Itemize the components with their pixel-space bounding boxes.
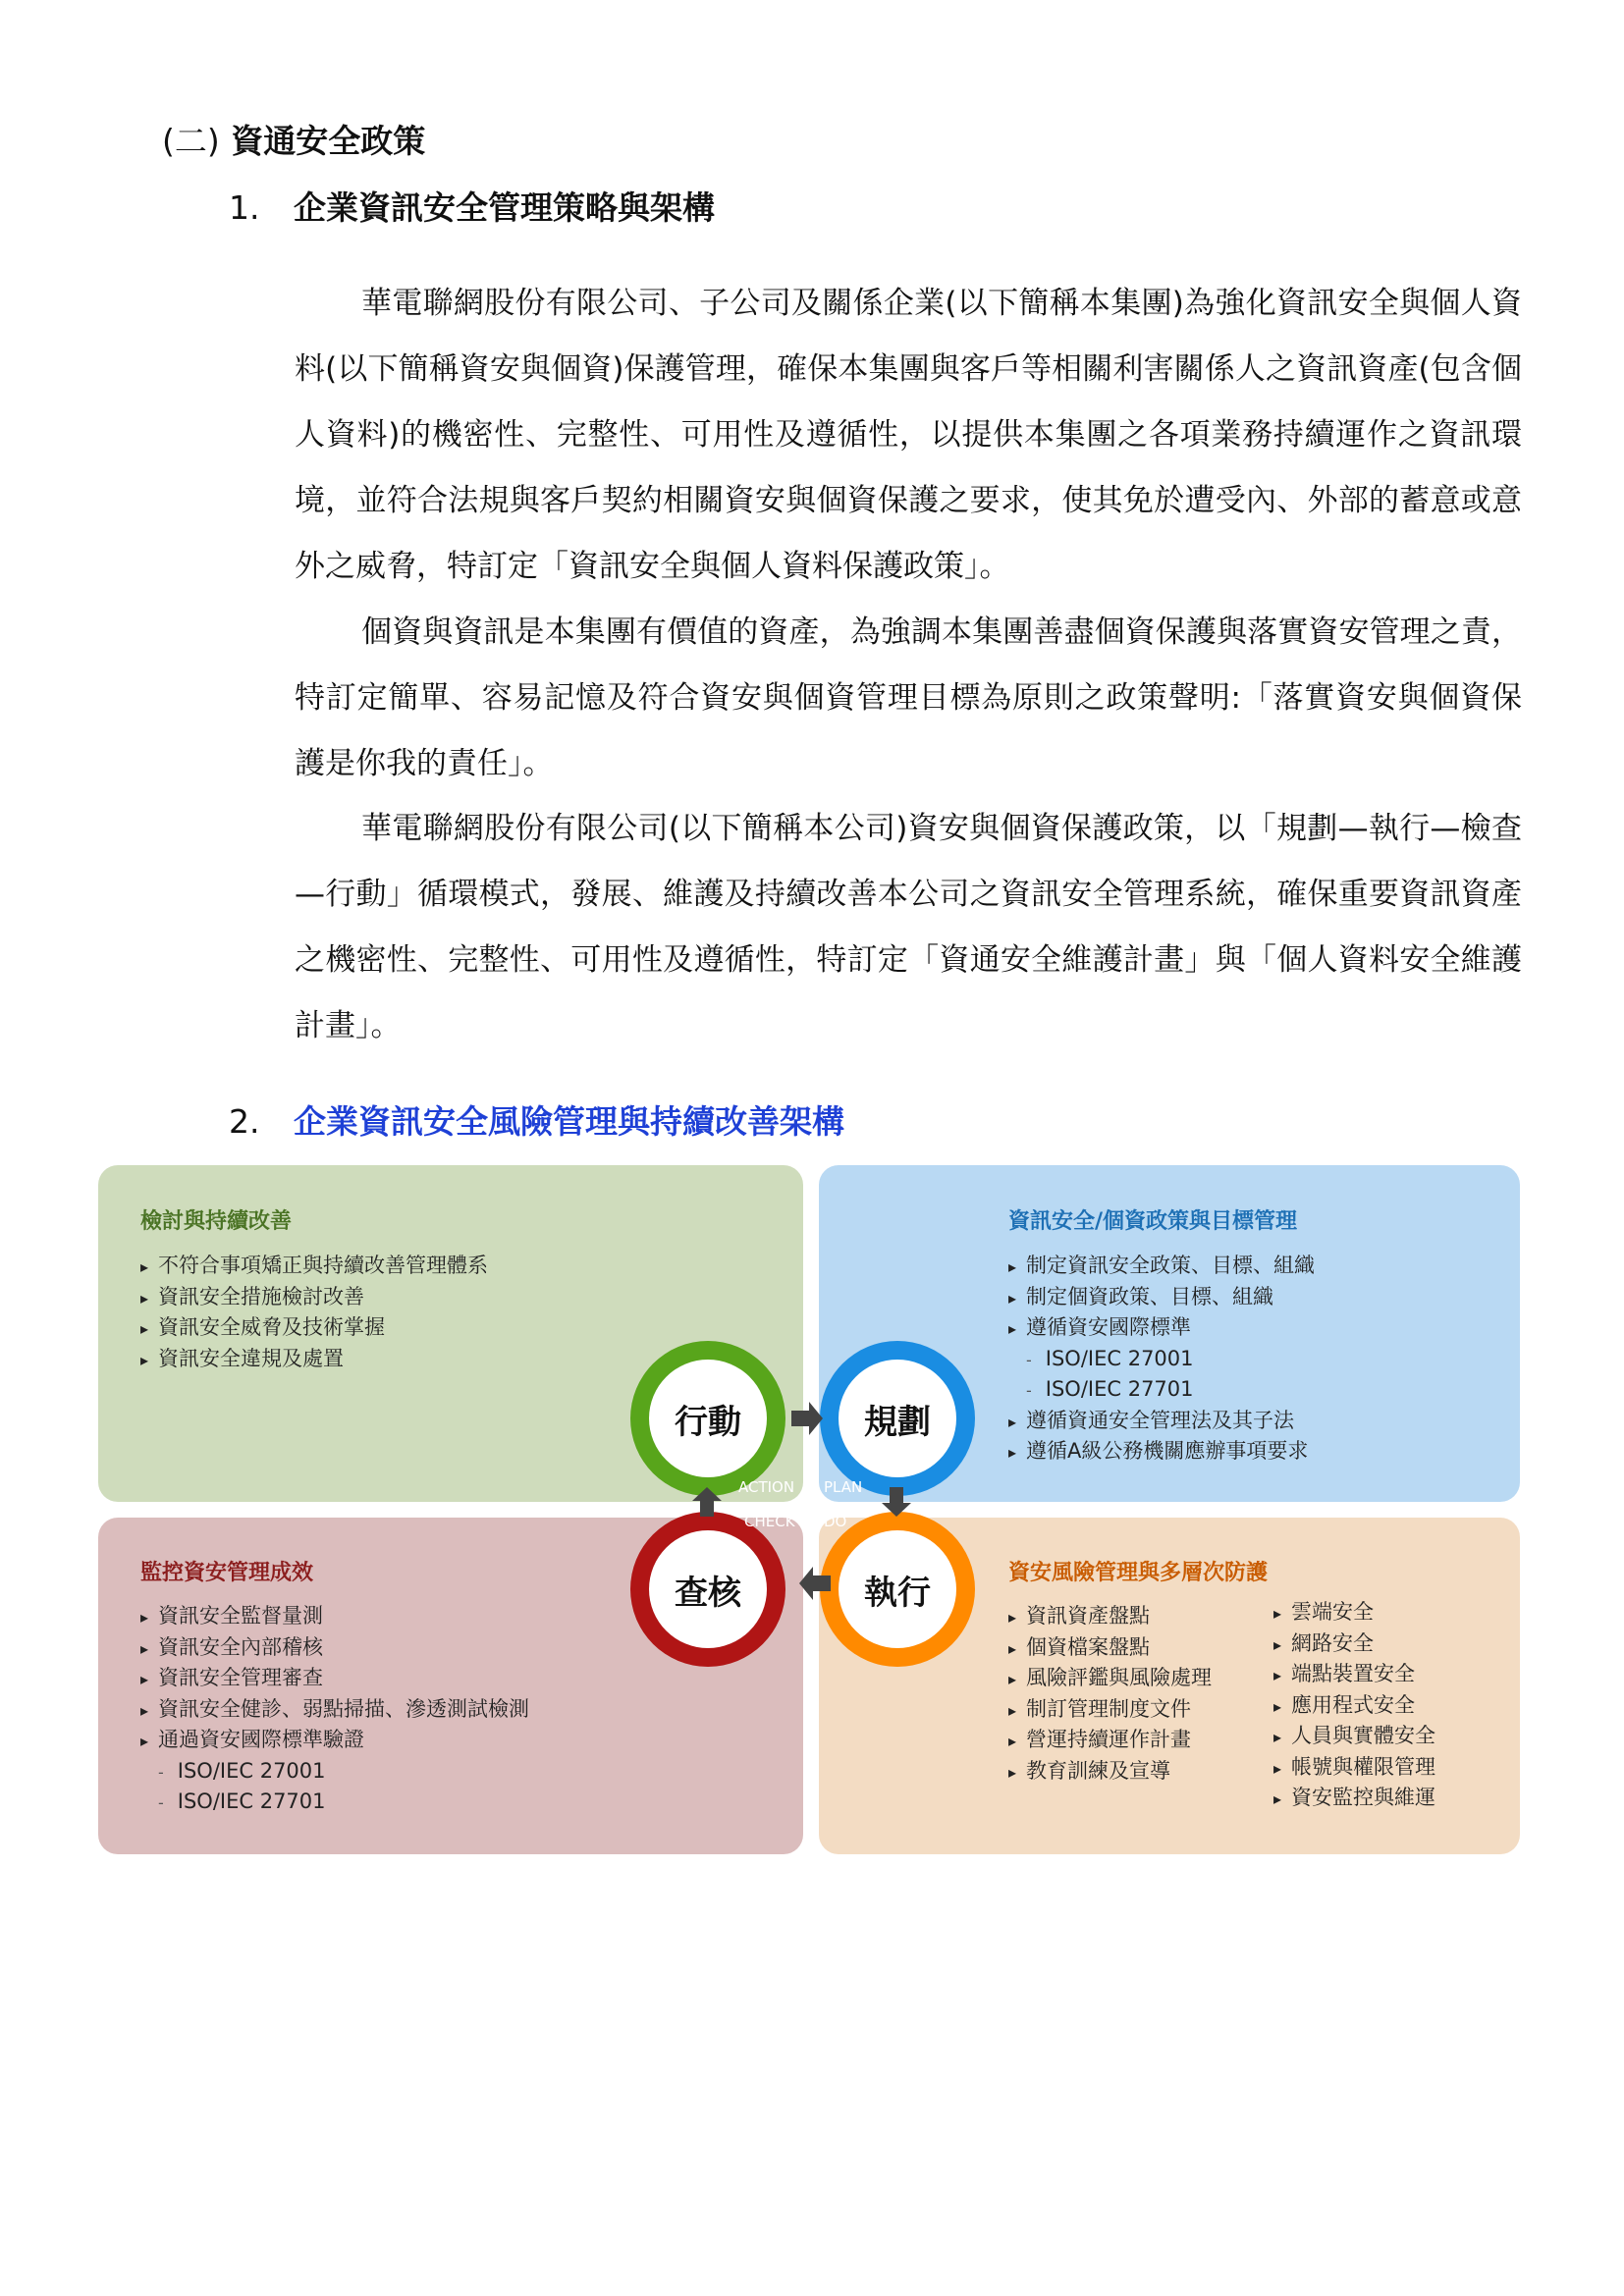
do-item: ▸ 雲端安全	[1273, 1597, 1435, 1629]
plan-subitem: - ISO/IEC 27701	[1008, 1374, 1315, 1406]
do-item: ▸ 資安監控與維運	[1273, 1783, 1435, 1814]
check-quadrant-title: 監控資安管理成效	[140, 1561, 314, 1585]
do-item: ▸ 風險評鑑與風險處理	[1008, 1663, 1212, 1694]
check-subitem: - ISO/IEC 27001	[140, 1756, 529, 1788]
plan-item: ▸ 制定資訊安全政策、目標、組織	[1008, 1251, 1315, 1282]
action-item: ▸ 不符合事項矯正與持續改善管理體系	[140, 1251, 488, 1282]
action-item: ▸ 資訊安全威脅及技術掌握	[140, 1312, 488, 1344]
do-item: ▸ 營運持續運作計畫	[1008, 1725, 1212, 1756]
plan-item: ▸ 遵循資通安全管理法及其子法	[1008, 1406, 1315, 1437]
action-label: 行動	[649, 1360, 767, 1477]
check-item: ▸ 資訊安全健診、弱點掃描、滲透測試檢測	[140, 1694, 529, 1726]
do-item: ▸ 端點裝置安全	[1273, 1659, 1435, 1690]
plan-item: ▸ 遵循資安國際標準	[1008, 1312, 1315, 1344]
check-stage-label: CHECK	[744, 1513, 795, 1530]
action-stage-label: ACTION	[738, 1478, 795, 1496]
do-item: ▸ 應用程式安全	[1273, 1690, 1435, 1722]
section-title: 資通安全政策	[231, 122, 426, 160]
section-number: (二)	[162, 122, 220, 160]
arrow-down-icon	[882, 1487, 911, 1517]
check-label: 查核	[649, 1530, 767, 1648]
arrow-left-icon	[799, 1567, 831, 1600]
action-item: ▸ 資訊安全違規及處置	[140, 1344, 488, 1375]
do-item: ▸ 網路安全	[1273, 1629, 1435, 1660]
do-item: ▸ 個資檔案盤點	[1008, 1632, 1212, 1664]
do-item-list-right	[1273, 1597, 1435, 1814]
paragraph-2: 個資與資訊是本集團有價值的資產，為強調本集團善盡個資保護與落實資安管理之責，特訂定簡單、容易記憶及符合資安與個資管理目標為原則之政策聲明:「落實資安與個資保護是你我的責任」。	[295, 614, 1522, 781]
subsection-1-heading	[229, 183, 715, 229]
check-subitem: - ISO/IEC 27701	[140, 1787, 529, 1818]
do-stage-label: DO	[824, 1513, 847, 1530]
action-item-list	[140, 1251, 488, 1374]
check-item: ▸ 通過資安國際標準驗證	[140, 1725, 529, 1756]
paragraph-3: 華電聯網股份有限公司(以下簡稱本公司)資安與個資保護政策，以「規劃—執行—檢查—行動」循環模式，發展、維護及持續改善本公司之資訊安全管理系統，確保重要資訊資產之機密性、完整性、可用性及遵循性，特訂定「資通安全維護計畫」與「個人資料安全維護計畫」。	[295, 811, 1522, 1043]
do-item: ▸ 教育訓練及宣導	[1008, 1756, 1212, 1788]
plan-subitem: - ISO/IEC 27001	[1008, 1344, 1315, 1375]
action-quadrant-title: 檢討與持續改善	[140, 1209, 293, 1234]
do-item: ▸ 資訊資產盤點	[1008, 1601, 1212, 1632]
action-item: ▸ 資訊安全措施檢討改善	[140, 1282, 488, 1313]
pdca-cycle	[628, 1335, 997, 1669]
do-item: ▸ 帳號與權限管理	[1273, 1752, 1435, 1784]
subsection-2-number: 2.	[229, 1102, 260, 1141]
do-item: ▸ 人員與實體安全	[1273, 1721, 1435, 1752]
arrow-up-icon	[692, 1487, 722, 1517]
check-item: ▸ 資訊安全內部稽核	[140, 1632, 529, 1664]
plan-quadrant-title: 資訊安全/個資政策與目標管理	[1008, 1209, 1298, 1234]
plan-label: 規劃	[839, 1360, 956, 1477]
paragraph-1: 華電聯網股份有限公司、子公司及關係企業(以下簡稱本集團)為強化資訊安全與個人資料(以下簡稱資安與個資)保護管理，確保本集團與客戶等相關利害關係人之資訊資產(包含個人資料)的機密性、完整性、可用性及遵循性，以提供本集團之各項業務持續運作之資訊環境，並符合法規與客戶契約相關資安與個資保護之要求，使其免於遭受內、外部的蓄意或意外之威脅，特訂定「資訊安全與個人資料保護政策」。	[295, 286, 1522, 584]
do-item: ▸ 制訂管理制度文件	[1008, 1694, 1212, 1726]
arrow-right-icon	[791, 1402, 823, 1435]
subsection-2-title: 企業資訊安全風險管理與持續改善架構	[294, 1102, 844, 1141]
check-item: ▸ 資訊安全監督量測	[140, 1601, 529, 1632]
plan-item: ▸ 制定個資政策、目標、組織	[1008, 1282, 1315, 1313]
section-heading	[162, 116, 425, 162]
check-item: ▸ 資訊安全管理審查	[140, 1663, 529, 1694]
do-label: 執行	[839, 1530, 956, 1648]
do-item-list-left	[1008, 1601, 1212, 1787]
subsection-1-title: 企業資訊安全管理策略與架構	[294, 188, 715, 227]
plan-item-list	[1008, 1251, 1315, 1468]
do-quadrant-title: 資安風險管理與多層次防護	[1008, 1561, 1269, 1585]
subsection-1-number: 1.	[229, 188, 260, 227]
cycle-arrows	[628, 1335, 997, 1669]
check-item-list	[140, 1601, 529, 1818]
plan-stage-label: PLAN	[824, 1478, 863, 1496]
subsection-2-heading	[229, 1096, 844, 1143]
plan-item: ▸ 遵循A級公務機關應辦事項要求	[1008, 1436, 1315, 1468]
